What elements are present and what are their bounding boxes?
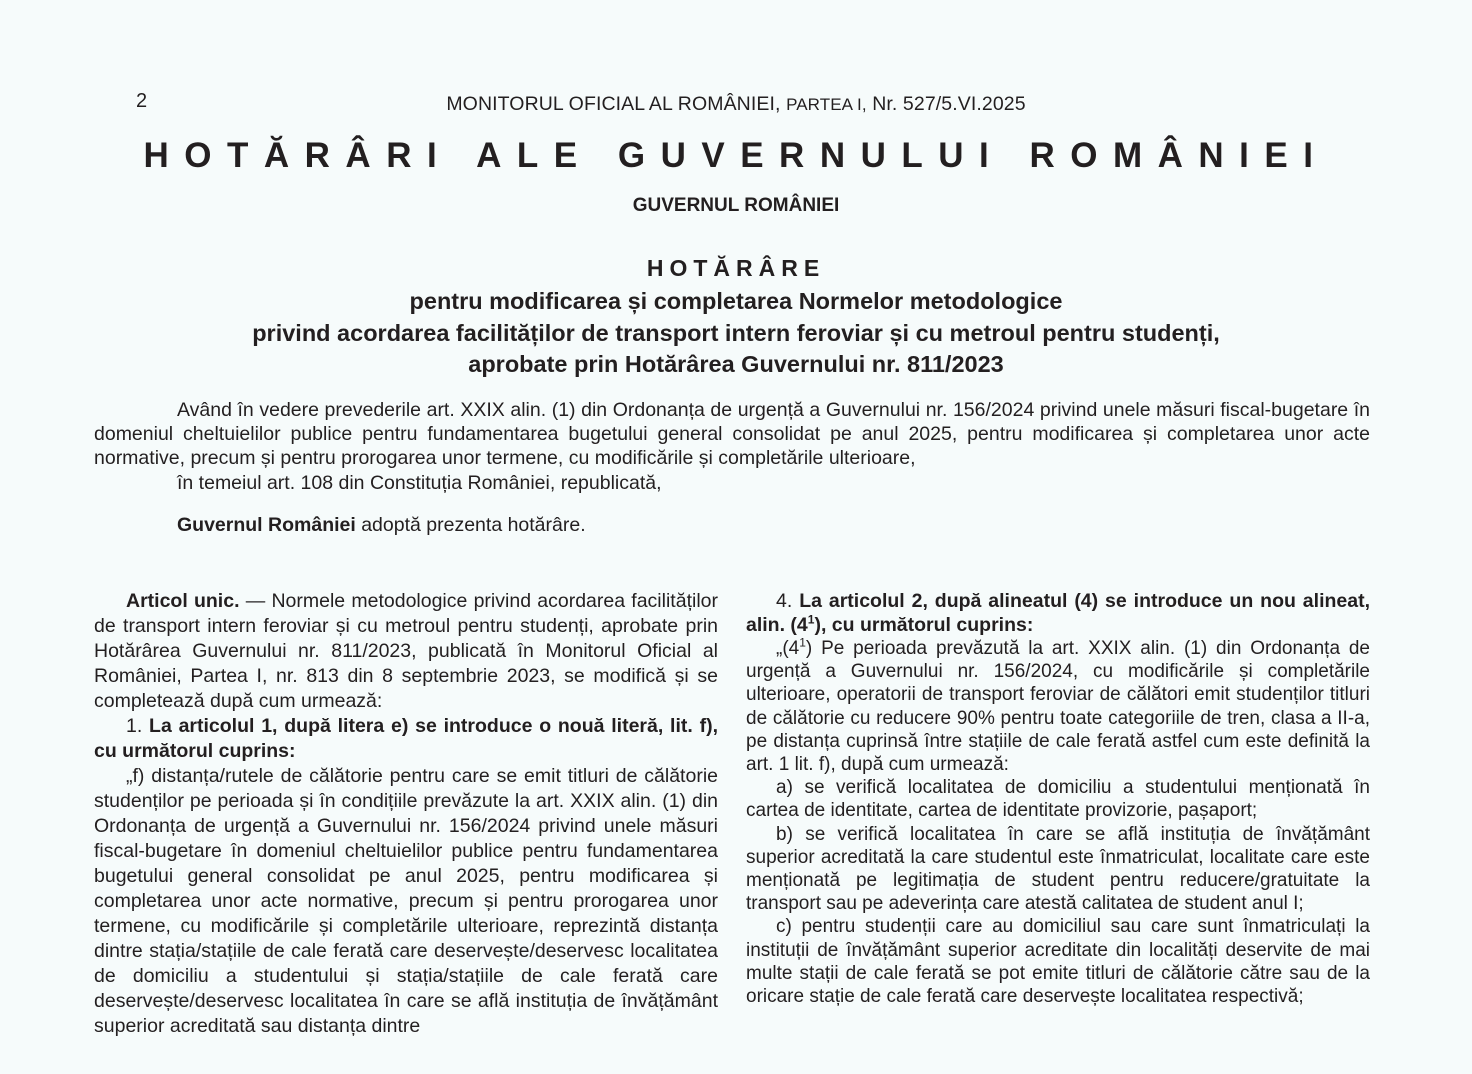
adoption-statement <box>94 513 1370 537</box>
list-item-c: c) pentru studenții care au domiciliul sau care sunt înmatriculați la instituții de învățământ superior acreditate din localități deservite de mai multe stații de cale ferată se pot emite titluri de călătorie către sau de la oricare stație de cale ferată care deservește localitatea respectivă; <box>746 916 1370 1008</box>
point-1-text: „f) distanța/rutele de călătorie pentru care se emit titluri de călătorie studenților pe perioada și în condițiile prevăzute la art. XXIX alin. (1) din Ordonanța de urgență a Guvernului nr. 156/2024 privind unele măsuri fiscal-bugetare în domeniul cheltuielilor publice pentru fundamentarea bugetului general consolidat pe anul 2025, pentru modificarea și completarea unor acte normative, precum și pentru prorogarea unor termene, cu modificările și completările ulterioare, reprezintă distanța dintre stația/stațiile de cale ferată care deservește/deservesc localitatea de domiciliu a studentului și stația/stațiile de cale ferată care deservește/deservesc localitatea în care se află instituția de învățământ superior acreditată sau distanța dintre <box>94 765 718 1037</box>
list-item-b: b) se verifică localitatea în care se află instituția de învățământ superior acreditată la care studentul este înmatriculat, localitate care este menționată pe legitimația de student pentru reducere/gratuitate la transport sau pe adeverința care atestă calitatea de student anul I; <box>746 823 1370 915</box>
point-heading: La articolul 2, după alineatul (4) se introduce un nou alineat, alin. $(4^1)$, cu următorul cuprins: <box>746 590 1370 636</box>
paragraph-4-1: $„(4^1)$ Pe perioada prevăzută la art. XXIX alin. (1) din Ordonanța de urgență a Guvernului nr. 156/2024, cu modificările și completările ulterioare, operatorii de transport feroviar de călători emit studenților titluri de călătorie cu reducere 90% pentru toate categoriile de tren, clasa a II-a, pe distanța cuprinsă între stațiile de cale ferată astfel cum este definită la art. 1 lit. f), după cum urmează: <box>746 635 1370 776</box>
issue-number: Nr. 527/5.VI.2025 <box>872 93 1026 115</box>
list-item-a: a) se verifică localitatea de domiciliu a studentului menționată în cartea de identitate, cartea de identitate provizorie, pașaport; <box>746 777 1370 822</box>
preamble-paragraph: în temeiul art. 108 din Constituția României, republicată, <box>177 471 662 494</box>
amendment-point-1 <box>94 714 718 764</box>
adoption-subject: Guvernul României <box>177 513 356 536</box>
point-number: 4. <box>776 590 800 612</box>
article-paragraph <box>94 589 718 714</box>
left-column <box>94 589 718 1039</box>
publication-name: MONITORUL OFICIAL AL ROMÂNIEI, <box>446 93 781 115</box>
point-number: 1. <box>126 715 150 737</box>
subtitle-line: pentru modificarea și completarea Normelor metodologice <box>409 288 1063 314</box>
subtitle-line: privind acordarea facilităților de transport intern feroviar și cu metroul pentru studenți, <box>252 319 1220 346</box>
publication-part: PARTEA I, <box>786 95 867 114</box>
article-text: — Normele metodologice privind acordarea facilităților de transport intern feroviar și cu metroul pentru studenți, aprobate prin Hotărârea Guvernului nr. 811/2023, publicată în Monitorul Oficial al României, Partea I, nr. 813 din 8 septembrie 2023, se modifică și se completează după cum urmează: <box>94 590 718 712</box>
issuer: GUVERNUL ROMÂNIEI <box>632 195 840 216</box>
subtitle-line: aprobate prin Hotărârea Guvernului nr. 811/2023 <box>468 351 1004 377</box>
document-type: HOTĂRÂRE <box>646 255 826 281</box>
point-heading: La articolul 1, după litera e) se introduce o nouă literă, lit. f), cu următorul cuprins: <box>94 715 718 762</box>
adoption-text: adoptă prezenta hotărâre. <box>355 513 586 536</box>
running-header <box>0 93 1472 116</box>
page-number: 2 <box>136 90 148 112</box>
preamble-paragraph: Având în vedere prevederile art. XXIX alin. (1) din Ordonanța de urgență a Guvernului nr. 156/2024 privind unele măsuri fiscal-bugetare în domeniul cheltuielilor publice pentru fundamentarea bugetului general consolidat pe anul 2025, pentru modificarea și completarea unor acte normative, precum și pentru prorogarea unor termene, cu modificările și completările ulterioare, <box>94 399 1370 470</box>
preamble <box>94 398 1370 537</box>
amendment-point-4 <box>746 589 1370 637</box>
document-subtitle <box>0 286 1472 381</box>
right-column <box>746 589 1370 1008</box>
article-heading: Articol unic. <box>126 590 240 612</box>
section-title: HOTĂRÂRI ALE GUVERNULUI ROMÂNIEI <box>143 136 1329 175</box>
